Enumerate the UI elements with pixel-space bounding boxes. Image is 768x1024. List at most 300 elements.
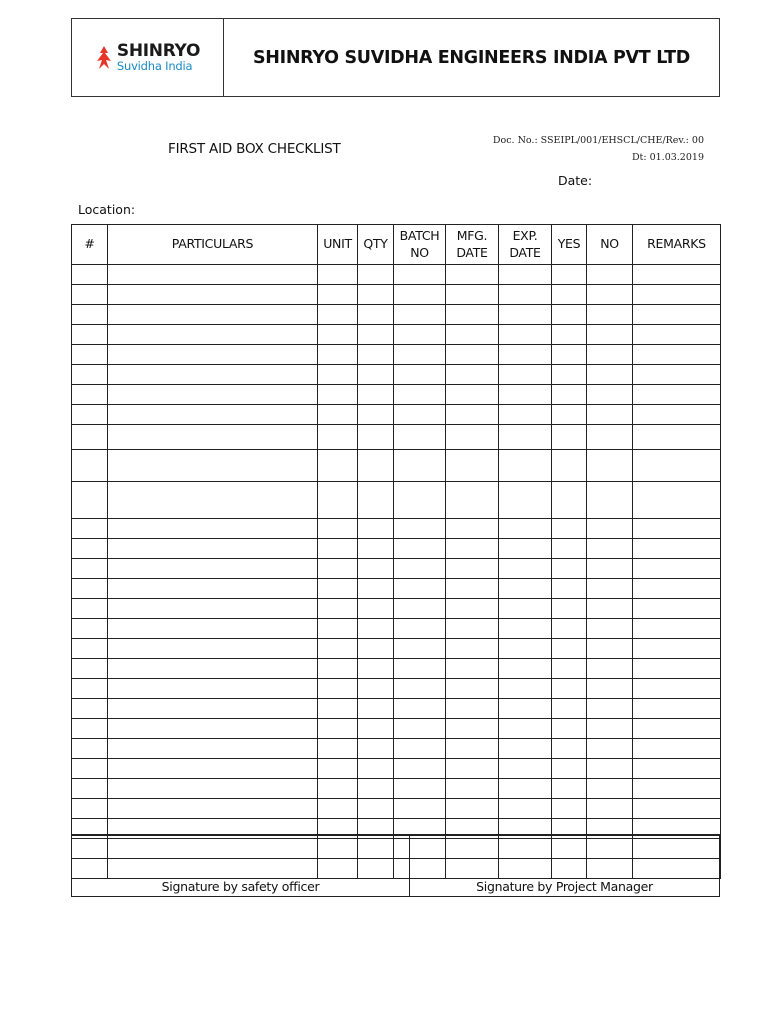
table-row	[72, 779, 721, 799]
table-row	[72, 450, 721, 482]
table-cell[interactable]	[446, 759, 499, 779]
table-cell[interactable]	[72, 450, 108, 482]
table-row	[72, 799, 721, 819]
table-cell[interactable]	[633, 425, 721, 450]
table-row	[72, 345, 721, 365]
table-cell[interactable]	[446, 305, 499, 325]
table-cell[interactable]	[587, 450, 633, 482]
table-cell[interactable]	[633, 599, 721, 619]
table-cell[interactable]	[446, 659, 499, 679]
date-field-label: Date:	[558, 173, 593, 188]
table-cell[interactable]	[394, 639, 446, 659]
table-cell[interactable]	[587, 305, 633, 325]
table-cell[interactable]	[394, 265, 446, 285]
table-cell[interactable]	[552, 619, 587, 639]
table-cell[interactable]	[358, 450, 394, 482]
table-cell[interactable]	[552, 519, 587, 539]
table-cell[interactable]	[394, 599, 446, 619]
table-cell[interactable]	[72, 639, 108, 659]
document-header	[71, 18, 720, 97]
table-cell[interactable]	[108, 719, 318, 739]
table-cell[interactable]	[394, 519, 446, 539]
table-cell[interactable]	[587, 345, 633, 365]
table-cell[interactable]	[633, 679, 721, 699]
table-cell[interactable]	[108, 305, 318, 325]
table-cell[interactable]	[587, 539, 633, 559]
safety-officer-signature-label: Signature by safety officer	[161, 879, 320, 894]
table-cell[interactable]	[394, 425, 446, 450]
table-cell[interactable]	[633, 639, 721, 659]
table-cell[interactable]	[72, 719, 108, 739]
table-cell[interactable]	[587, 519, 633, 539]
table-cell[interactable]	[552, 305, 587, 325]
table-cell[interactable]	[72, 579, 108, 599]
table-cell[interactable]	[587, 579, 633, 599]
table-cell[interactable]	[499, 405, 552, 425]
table-cell[interactable]	[108, 539, 318, 559]
table-cell[interactable]	[358, 539, 394, 559]
project-manager-signature-label: Signature by Project Manager	[476, 879, 653, 894]
table-cell[interactable]	[499, 425, 552, 450]
table-cell[interactable]	[446, 779, 499, 799]
company-cell	[224, 19, 719, 96]
logo-sub-text: Suvidha India	[116, 58, 193, 73]
table-cell[interactable]	[446, 539, 499, 559]
table-cell[interactable]	[499, 799, 552, 819]
table-cell[interactable]	[587, 405, 633, 425]
table-row	[72, 539, 721, 559]
table-cell[interactable]	[446, 799, 499, 819]
table-cell[interactable]	[633, 619, 721, 639]
company-logo	[95, 40, 201, 73]
table-cell[interactable]	[499, 579, 552, 599]
table-cell[interactable]	[499, 559, 552, 579]
table-cell[interactable]	[318, 779, 358, 799]
table-cell[interactable]	[358, 325, 394, 345]
table-cell[interactable]	[394, 719, 446, 739]
checklist-body	[72, 265, 721, 879]
table-cell[interactable]	[108, 679, 318, 699]
table-cell[interactable]	[318, 699, 358, 719]
table-cell[interactable]	[552, 265, 587, 285]
document-title: FIRST AID BOX CHECKLIST	[168, 141, 341, 157]
table-row	[72, 519, 721, 539]
table-cell[interactable]	[358, 659, 394, 679]
table-cell[interactable]	[72, 559, 108, 579]
table-cell[interactable]	[318, 799, 358, 819]
table-cell[interactable]	[358, 599, 394, 619]
table-cell[interactable]	[633, 799, 721, 819]
table-cell[interactable]	[499, 719, 552, 739]
table-cell[interactable]	[72, 365, 108, 385]
column-header-particulars: PARTICULARS	[108, 225, 318, 265]
table-cell[interactable]	[318, 450, 358, 482]
table-cell[interactable]	[587, 699, 633, 719]
table-row	[72, 619, 721, 639]
table-cell[interactable]	[446, 719, 499, 739]
table-cell[interactable]	[446, 559, 499, 579]
column-header-unit: UNIT	[318, 225, 358, 265]
table-cell[interactable]	[318, 385, 358, 405]
column-header-batch-no: BATCH NO	[394, 225, 446, 265]
table-cell[interactable]	[633, 519, 721, 539]
table-cell[interactable]	[499, 739, 552, 759]
table-cell[interactable]	[552, 739, 587, 759]
table-cell[interactable]	[394, 699, 446, 719]
signature-section	[71, 834, 720, 897]
table-cell[interactable]	[552, 539, 587, 559]
table-cell[interactable]	[587, 365, 633, 385]
table-cell[interactable]	[633, 325, 721, 345]
table-cell[interactable]	[446, 325, 499, 345]
table-cell[interactable]	[318, 305, 358, 325]
table-cell[interactable]	[633, 759, 721, 779]
table-cell[interactable]	[552, 799, 587, 819]
table-cell[interactable]	[72, 539, 108, 559]
table-cell[interactable]	[72, 305, 108, 325]
table-cell[interactable]	[633, 719, 721, 739]
table-cell[interactable]	[72, 385, 108, 405]
table-cell[interactable]	[358, 559, 394, 579]
table-cell[interactable]	[499, 539, 552, 559]
table-cell[interactable]	[318, 659, 358, 679]
table-header-row	[72, 225, 721, 265]
table-cell[interactable]	[499, 679, 552, 699]
table-cell[interactable]	[318, 519, 358, 539]
table-cell[interactable]	[394, 365, 446, 385]
table-cell[interactable]	[318, 739, 358, 759]
column-header-no: NO	[587, 225, 633, 265]
table-cell[interactable]	[446, 739, 499, 759]
table-cell[interactable]	[358, 779, 394, 799]
table-cell[interactable]	[499, 639, 552, 659]
table-cell[interactable]	[552, 450, 587, 482]
table-cell[interactable]	[108, 405, 318, 425]
table-cell[interactable]	[358, 365, 394, 385]
table-cell[interactable]	[394, 739, 446, 759]
table-cell[interactable]	[499, 305, 552, 325]
table-cell[interactable]	[499, 285, 552, 305]
table-cell[interactable]	[633, 559, 721, 579]
table-cell[interactable]	[394, 799, 446, 819]
table-cell[interactable]	[72, 425, 108, 450]
table-cell[interactable]	[499, 659, 552, 679]
table-cell[interactable]	[446, 599, 499, 619]
table-cell[interactable]	[633, 450, 721, 482]
table-row	[72, 482, 721, 519]
table-cell[interactable]	[587, 779, 633, 799]
table-cell[interactable]	[587, 679, 633, 699]
table-cell[interactable]	[72, 659, 108, 679]
table-cell[interactable]	[318, 405, 358, 425]
table-cell[interactable]	[633, 405, 721, 425]
table-cell[interactable]	[108, 325, 318, 345]
table-cell[interactable]	[358, 759, 394, 779]
table-cell[interactable]	[587, 559, 633, 579]
table-cell[interactable]	[318, 719, 358, 739]
table-cell[interactable]	[318, 639, 358, 659]
table-cell[interactable]	[72, 405, 108, 425]
document-date: Dt: 01.03.2019	[631, 152, 704, 163]
table-cell[interactable]	[552, 325, 587, 345]
table-cell[interactable]	[446, 699, 499, 719]
table-cell[interactable]	[394, 285, 446, 305]
table-cell[interactable]	[552, 345, 587, 365]
table-cell[interactable]	[587, 285, 633, 305]
table-cell[interactable]	[587, 482, 633, 519]
table-cell[interactable]	[72, 679, 108, 699]
table-cell[interactable]	[394, 579, 446, 599]
table-cell[interactable]	[318, 579, 358, 599]
location-field-label: Location:	[78, 202, 136, 217]
table-cell[interactable]	[499, 265, 552, 285]
table-cell[interactable]	[72, 285, 108, 305]
table-cell[interactable]	[394, 559, 446, 579]
column-header-qty: QTY	[358, 225, 394, 265]
table-cell[interactable]	[633, 265, 721, 285]
table-cell[interactable]	[446, 265, 499, 285]
table-cell[interactable]	[72, 599, 108, 619]
table-cell[interactable]	[108, 450, 318, 482]
table-cell[interactable]	[499, 345, 552, 365]
table-cell[interactable]	[587, 799, 633, 819]
table-cell[interactable]	[552, 679, 587, 699]
table-cell[interactable]	[552, 579, 587, 599]
table-cell[interactable]	[446, 639, 499, 659]
table-cell[interactable]	[499, 759, 552, 779]
table-cell[interactable]	[552, 659, 587, 679]
table-cell[interactable]	[108, 659, 318, 679]
table-cell[interactable]	[446, 385, 499, 405]
table-cell[interactable]	[552, 425, 587, 450]
table-cell[interactable]	[394, 619, 446, 639]
table-cell[interactable]	[587, 759, 633, 779]
table-cell[interactable]	[72, 325, 108, 345]
table-cell[interactable]	[552, 759, 587, 779]
table-cell[interactable]	[552, 405, 587, 425]
table-cell[interactable]	[358, 265, 394, 285]
table-cell[interactable]	[108, 385, 318, 405]
table-cell[interactable]	[446, 285, 499, 305]
table-cell[interactable]	[499, 450, 552, 482]
table-row	[72, 699, 721, 719]
table-cell[interactable]	[108, 482, 318, 519]
table-cell[interactable]	[446, 345, 499, 365]
table-cell[interactable]	[587, 385, 633, 405]
table-cell[interactable]	[587, 719, 633, 739]
table-cell[interactable]	[587, 599, 633, 619]
table-cell[interactable]	[633, 699, 721, 719]
table-cell[interactable]	[358, 719, 394, 739]
table-cell[interactable]	[446, 519, 499, 539]
table-cell[interactable]	[72, 739, 108, 759]
table-cell[interactable]	[587, 325, 633, 345]
table-cell[interactable]	[633, 385, 721, 405]
table-cell[interactable]	[499, 385, 552, 405]
table-cell[interactable]	[108, 559, 318, 579]
table-cell[interactable]	[358, 519, 394, 539]
table-cell[interactable]	[318, 599, 358, 619]
table-cell[interactable]	[72, 779, 108, 799]
table-cell[interactable]	[318, 425, 358, 450]
table-cell[interactable]	[72, 482, 108, 519]
table-row	[72, 719, 721, 739]
table-cell[interactable]	[587, 425, 633, 450]
table-cell[interactable]	[318, 482, 358, 519]
table-row	[72, 599, 721, 619]
table-cell[interactable]	[499, 779, 552, 799]
table-cell[interactable]	[633, 659, 721, 679]
table-cell[interactable]	[552, 482, 587, 519]
table-cell[interactable]	[358, 482, 394, 519]
table-row	[72, 739, 721, 759]
table-cell[interactable]	[358, 739, 394, 759]
table-cell[interactable]	[358, 699, 394, 719]
table-cell[interactable]	[318, 539, 358, 559]
table-cell[interactable]	[446, 365, 499, 385]
table-cell[interactable]	[108, 739, 318, 759]
table-cell[interactable]	[358, 579, 394, 599]
table-cell[interactable]	[108, 425, 318, 450]
table-cell[interactable]	[446, 405, 499, 425]
table-cell[interactable]	[318, 325, 358, 345]
table-cell[interactable]	[552, 365, 587, 385]
table-row	[72, 285, 721, 305]
table-cell[interactable]	[499, 365, 552, 385]
company-name: SHINRYO SUVIDHA ENGINEERS INDIA PVT LTD	[252, 47, 691, 68]
table-cell[interactable]	[394, 385, 446, 405]
table-cell[interactable]	[394, 539, 446, 559]
table-cell[interactable]	[446, 679, 499, 699]
column-header-mfg-date: MFG. DATE	[446, 225, 499, 265]
table-cell[interactable]	[587, 265, 633, 285]
table-cell[interactable]	[108, 619, 318, 639]
table-cell[interactable]	[633, 579, 721, 599]
table-cell[interactable]	[72, 759, 108, 779]
table-cell[interactable]	[587, 739, 633, 759]
table-cell[interactable]	[72, 265, 108, 285]
table-cell[interactable]	[499, 619, 552, 639]
table-cell[interactable]	[108, 519, 318, 539]
table-cell[interactable]	[394, 779, 446, 799]
table-cell[interactable]	[318, 265, 358, 285]
table-cell[interactable]	[318, 679, 358, 699]
table-cell[interactable]	[72, 699, 108, 719]
table-cell[interactable]	[318, 759, 358, 779]
table-cell[interactable]	[446, 619, 499, 639]
table-cell[interactable]	[394, 759, 446, 779]
table-cell[interactable]	[72, 519, 108, 539]
logo-cell	[72, 19, 224, 96]
table-cell[interactable]	[552, 779, 587, 799]
table-cell[interactable]	[394, 305, 446, 325]
table-cell[interactable]	[394, 482, 446, 519]
project-manager-signature-cell[interactable]	[410, 836, 719, 896]
table-cell[interactable]	[446, 482, 499, 519]
table-cell[interactable]	[446, 450, 499, 482]
table-cell[interactable]	[108, 579, 318, 599]
table-cell[interactable]	[108, 779, 318, 799]
table-cell[interactable]	[72, 619, 108, 639]
table-cell[interactable]	[446, 579, 499, 599]
table-cell[interactable]	[72, 345, 108, 365]
table-cell[interactable]	[318, 619, 358, 639]
table-cell[interactable]	[552, 719, 587, 739]
table-cell[interactable]	[552, 699, 587, 719]
table-cell[interactable]	[499, 599, 552, 619]
column-header-remarks: REMARKS	[633, 225, 721, 265]
table-cell[interactable]	[552, 385, 587, 405]
table-cell[interactable]	[394, 450, 446, 482]
table-cell[interactable]	[358, 285, 394, 305]
table-cell[interactable]	[358, 679, 394, 699]
table-cell[interactable]	[108, 759, 318, 779]
table-cell[interactable]	[108, 265, 318, 285]
column-header-exp-date: EXP. DATE	[499, 225, 552, 265]
table-cell[interactable]	[552, 639, 587, 659]
table-cell[interactable]	[587, 659, 633, 679]
table-cell[interactable]	[587, 619, 633, 639]
table-cell[interactable]	[394, 659, 446, 679]
table-cell[interactable]	[633, 365, 721, 385]
table-cell[interactable]	[552, 599, 587, 619]
table-cell[interactable]	[358, 639, 394, 659]
table-cell[interactable]	[318, 285, 358, 305]
table-cell[interactable]	[358, 425, 394, 450]
table-cell[interactable]	[394, 679, 446, 699]
table-cell[interactable]	[499, 519, 552, 539]
safety-officer-signature-cell[interactable]	[72, 836, 410, 896]
table-cell[interactable]	[499, 482, 552, 519]
table-cell[interactable]	[633, 285, 721, 305]
table-cell[interactable]	[633, 779, 721, 799]
table-cell[interactable]	[108, 365, 318, 385]
table-cell[interactable]	[358, 799, 394, 819]
table-cell[interactable]	[318, 345, 358, 365]
table-cell[interactable]	[358, 405, 394, 425]
table-cell[interactable]	[499, 699, 552, 719]
table-cell[interactable]	[446, 425, 499, 450]
table-cell[interactable]	[108, 285, 318, 305]
table-cell[interactable]	[633, 305, 721, 325]
table-row	[72, 425, 721, 450]
table-cell[interactable]	[633, 739, 721, 759]
table-cell[interactable]	[394, 405, 446, 425]
table-cell[interactable]	[108, 345, 318, 365]
table-cell[interactable]	[358, 305, 394, 325]
table-cell[interactable]	[108, 639, 318, 659]
table-cell[interactable]	[633, 345, 721, 365]
table-cell[interactable]	[499, 325, 552, 345]
table-cell[interactable]	[108, 599, 318, 619]
table-cell[interactable]	[358, 385, 394, 405]
table-cell[interactable]	[72, 799, 108, 819]
table-cell[interactable]	[108, 799, 318, 819]
table-cell[interactable]	[318, 559, 358, 579]
table-cell[interactable]	[552, 285, 587, 305]
table-row	[72, 759, 721, 779]
table-cell[interactable]	[318, 365, 358, 385]
table-cell[interactable]	[394, 325, 446, 345]
table-cell[interactable]	[394, 345, 446, 365]
table-cell[interactable]	[358, 619, 394, 639]
table-cell[interactable]	[587, 639, 633, 659]
table-cell[interactable]	[633, 482, 721, 519]
table-cell[interactable]	[552, 559, 587, 579]
table-cell[interactable]	[358, 345, 394, 365]
table-cell[interactable]	[633, 539, 721, 559]
table-cell[interactable]	[108, 699, 318, 719]
